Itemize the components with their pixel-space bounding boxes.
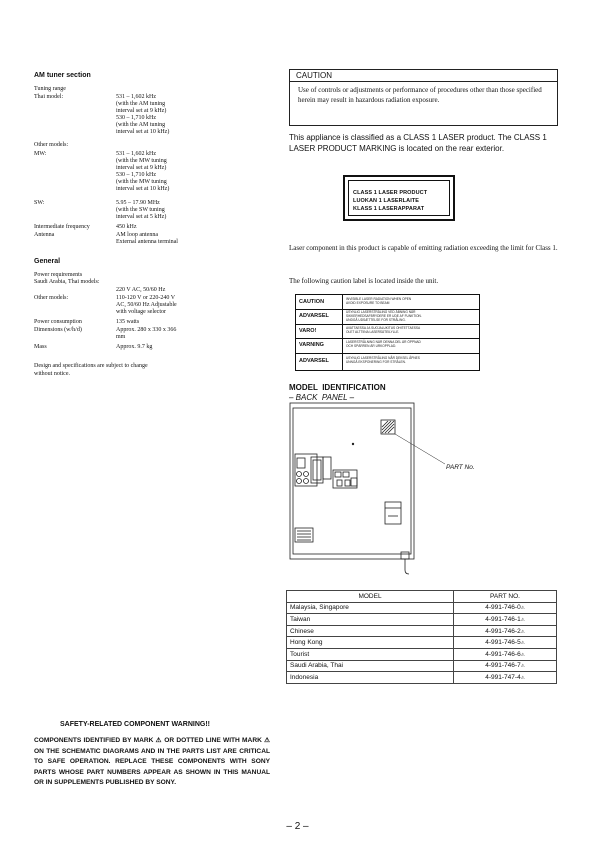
spec-label: Thai model: <box>34 94 64 100</box>
safety-warning-body: COMPONENTS IDENTIFIED BY MARK ⚠ OR DOTTED LINE WITH MARK ⚠ ON THE SCHEMATIC DIAGRAMS AND IN THE PARTS LIST ARE CRITICAL TO SAFE OPERATION. REPLACE THESE COMPONENTS WITH SONY PARTS WHOSE PART NUMBERS APPEAR AS SHOWN IN THIS MANUAL OR IN SUPPLEMENTS PUBLISHED BY SONY. <box>34 737 270 786</box>
part-no-value: 4-991-746-2 <box>485 627 521 635</box>
caution-header: CAUTION <box>290 70 557 82</box>
caution-label-key: CAUTION <box>299 299 325 305</box>
back-panel-drawing <box>285 402 470 578</box>
spec-value: Approx. 9.7 kg <box>116 344 153 350</box>
caution-label-key: VARO! <box>299 328 317 334</box>
caution-box <box>289 69 558 126</box>
spec-label: Power consumption <box>34 319 82 325</box>
part-no-value: 4-991-746-1 <box>485 615 521 623</box>
part-no-cell <box>454 660 557 672</box>
back-panel-subtitle: – BACK PANEL – <box>289 393 355 402</box>
spec-value: AM loop antenna External antenna terminal <box>116 232 178 246</box>
table-header-model: MODEL <box>287 591 454 603</box>
spec-label: Antenna <box>34 232 55 238</box>
model-cell: Chinese <box>287 625 454 637</box>
laser-component-paragraph: Laser component in this product is capable of emitting radiation exceeding the limit for Class 1. <box>289 244 558 252</box>
safety-mark-icon: ⚠ <box>520 663 525 669</box>
table-row <box>287 602 557 614</box>
caution-label-text: AVATTAESSA JA SUOJALUKITUS OHITETTAESSA OLET ALTTIINA LASERSÄTEILYLLE. <box>346 326 421 334</box>
spec-label: Mass <box>34 344 47 350</box>
caution-label-row <box>296 324 479 339</box>
laser-label-inner <box>348 180 450 216</box>
caution-label-row <box>296 295 479 310</box>
safety-mark-icon: ⚠ <box>520 616 525 622</box>
part-no-value: 4-991-746-5 <box>485 639 521 647</box>
safety-warning-title: SAFETY-RELATED COMPONENT WARNING!! <box>60 721 210 728</box>
class1-paragraph: This appliance is classified as a CLASS 1 LASER product. The CLASS 1 LASER PRODUCT MARKING is located on the rear exterior. <box>289 133 547 153</box>
safety-mark-icon: ⚠ <box>520 628 525 634</box>
spec-value: 110-120 V or 220-240 V AC, 50/60 Hz Adjustable with voltage selector <box>116 295 177 316</box>
model-identification-title: MODEL IDENTIFICATION <box>289 383 386 392</box>
model-cell: Malaysia, Singapore <box>287 602 454 614</box>
caution-label-key: VARNING <box>299 342 324 348</box>
caution-label-location-paragraph: The following caution label is located inside the unit. <box>289 277 439 285</box>
spec-note: Design and specifications are subject to change without notice. <box>34 363 148 377</box>
laser-label-line: KLASS 1 LASERAPPARAT <box>353 206 425 212</box>
laser-label-line: LUOKAN 1 LASERLAITE <box>353 198 420 204</box>
safety-mark-icon: ⚠ <box>520 605 525 611</box>
am-tuner-section-title: AM tuner section <box>34 72 91 79</box>
part-no-callout: PART No. <box>446 464 475 471</box>
spec-value: 220 V AC, 50/60 Hz <box>116 287 166 293</box>
table-row <box>287 625 557 637</box>
model-cell: Taiwan <box>287 614 454 626</box>
model-part-table <box>286 590 557 684</box>
safety-mark-icon: ⚠ <box>520 674 525 680</box>
part-no-value: 4-991-746-0 <box>485 604 521 612</box>
part-no-cell <box>454 602 557 614</box>
spec-label: Saudi Arabia, Thai models: <box>34 279 100 285</box>
caution-label-text: LASERSTRÅLNING NÄR DENNA DEL ÄR ÖPPNAD OCH SPÄRREN ÄR URKOPPLAD. <box>346 340 421 348</box>
spec-label: Other models: <box>34 295 69 301</box>
table-row <box>287 614 557 626</box>
inside-caution-label <box>295 294 480 371</box>
model-cell: Tourist <box>287 648 454 660</box>
caution-label-text: USYNLIG LASERSTRÅLING VED ÅBNING NÅR SIKKERHEDSAFBRYDERE ER UDE AF FUNKTION. UNDGÅ UDSÆTTELSE FOR STRÅLING. <box>346 310 422 322</box>
power-requirements-label: Power requirements <box>34 272 83 278</box>
spec-label: Dimensions (w/h/d) <box>34 327 82 333</box>
table-row <box>287 637 557 649</box>
caution-label-text: USYNLIG LASERSTRÅLING NÅR DEKSEL ÅPNES UNNGÅ EKSPONERING FOR STRÅLEN. <box>346 356 420 364</box>
caution-label-text: INVISIBLE LASER RADIATION WHEN OPEN AVOID EXPOSURE TO BEAM <box>346 297 412 305</box>
table-header-row <box>287 591 557 603</box>
spec-value: 531 – 1,602 kHz (with the AM tuning interval set at 9 kHz) 530 – 1,710 kHz (with the AM tuning interval set at 10 kHz) <box>116 94 170 136</box>
part-no-value: 4-991-746-6 <box>485 650 521 658</box>
part-no-cell <box>454 625 557 637</box>
spec-value: Approx. 280 x 330 x 366 mm <box>116 327 177 341</box>
model-cell: Saudi Arabia, Thai <box>287 660 454 672</box>
part-no-cell <box>454 614 557 626</box>
safety-mark-icon: ⚠ <box>520 640 525 646</box>
class1-laser-label <box>343 175 455 221</box>
part-no-cell <box>454 637 557 649</box>
safety-mark-icon: ⚠ <box>520 651 525 657</box>
spec-label: Intermediate frequency <box>34 224 90 230</box>
spec-value: 531 – 1,602 kHz (with the MW tuning interval set at 9 kHz) 530 – 1,710 kHz (with the MW tuning interval set at 10 kHz) <box>116 151 170 193</box>
model-cell: Indonesia <box>287 672 454 684</box>
table-header-part-no: PART NO. <box>454 591 557 603</box>
spec-value: 135 watts <box>116 319 140 325</box>
spec-value: 450 kHz <box>116 224 137 230</box>
part-no-value: 4-991-747-4 <box>485 673 521 681</box>
spec-value: 5.95 – 17.90 MHz (with the SW tuning interval set at 5 kHz) <box>116 200 167 221</box>
tuning-range-label: Tuning range <box>34 86 66 92</box>
part-no-cell <box>454 672 557 684</box>
spec-label: Other models: <box>34 142 69 148</box>
spec-label: MW: <box>34 151 47 157</box>
part-no-cell <box>454 648 557 660</box>
part-no-value: 4-991-746-7 <box>485 662 521 670</box>
table-row <box>287 660 557 672</box>
caution-label-row <box>296 338 479 354</box>
table-row <box>287 672 557 684</box>
laser-label-line: CLASS 1 LASER PRODUCT <box>353 190 428 196</box>
caution-label-row <box>296 353 479 369</box>
model-cell: Hong Kong <box>287 637 454 649</box>
table-row <box>287 648 557 660</box>
general-section-title: General <box>34 258 61 265</box>
spec-label: SW: <box>34 200 45 206</box>
caution-text: Use of controls or adjustments or performance of procedures other than those specified herein may result in hazardous radiation exposure. <box>298 86 542 104</box>
caution-label-key: ADVARSEL <box>299 358 329 364</box>
page-number: – 2 – <box>286 821 309 832</box>
caution-label-row <box>296 309 479 325</box>
caution-label-key: ADVARSEL <box>299 313 329 319</box>
